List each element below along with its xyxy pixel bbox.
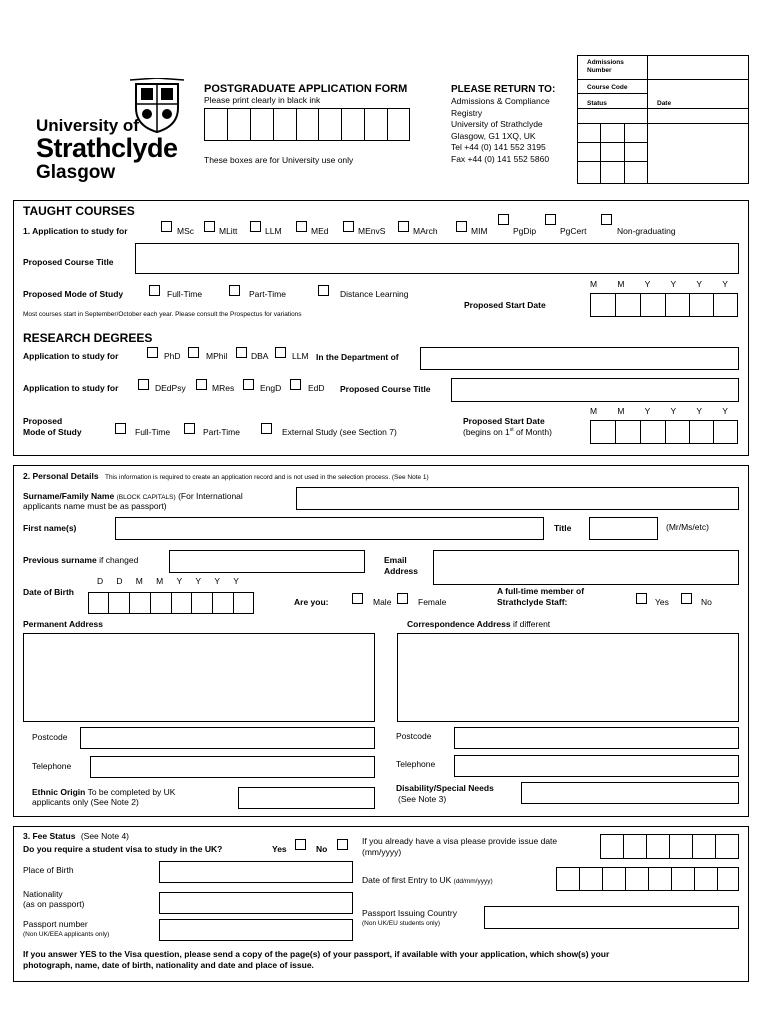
perm-postcode-label: Postcode (32, 732, 68, 742)
staff-label-1: A full-time member of (497, 586, 585, 596)
previous-surname-input[interactable] (169, 550, 365, 573)
disability-label: Disability/Special Needs (396, 783, 494, 793)
dob-label: Date of Birth (23, 587, 74, 597)
corr-telephone-input[interactable] (454, 755, 739, 777)
label-visa-yes: Yes (272, 844, 287, 854)
label-male: Male (373, 597, 392, 607)
checkbox-taught-distance[interactable] (318, 285, 329, 296)
label-mphil: MPhil (206, 351, 228, 361)
label-msc: MSc (177, 226, 194, 236)
label-external-study: External Study (see Section 7) (282, 427, 397, 437)
ethnic-hint-2: applicants only (See Note 2) (32, 797, 139, 807)
research-apply-label-1: Application to study for (23, 351, 119, 361)
correspondence-address-label: Correspondence Address if different (407, 619, 551, 629)
university-use-grid (204, 108, 410, 141)
checkbox-male[interactable] (352, 593, 363, 604)
checkbox-mres[interactable] (196, 379, 207, 390)
label-menvs: MEnvS (358, 226, 386, 236)
taught-course-title-input[interactable] (135, 243, 739, 274)
permanent-address-label: Permanent Address (23, 619, 103, 629)
passport-number-input[interactable] (159, 919, 353, 941)
checkbox-taught-part-time[interactable] (229, 285, 240, 296)
department-input[interactable] (420, 347, 739, 370)
label-staff-no: No (701, 597, 712, 607)
label-taught-full-time: Full-Time (167, 289, 203, 299)
return-title: PLEASE RETURN TO: (451, 84, 556, 95)
checkbox-mlitt[interactable] (204, 221, 215, 232)
research-course-title-label: Proposed Course Title (340, 384, 431, 394)
status-label: Status (587, 100, 607, 107)
visa-footer-note-2: photograph, name, date of birth, nationality and date and place of issue. (23, 960, 314, 970)
checkbox-dba[interactable] (236, 347, 247, 358)
checkbox-pgdip[interactable] (498, 214, 509, 225)
email-input[interactable] (433, 550, 739, 585)
checkbox-phd[interactable] (147, 347, 158, 358)
checkbox-research-full-time[interactable] (115, 423, 126, 434)
checkbox-external-study[interactable] (261, 423, 272, 434)
label-mim: MIM (471, 226, 488, 236)
taught-start-date-label: Proposed Start Date (464, 300, 546, 310)
visa-date-grid[interactable] (600, 834, 739, 859)
label-dba: DBA (251, 351, 269, 361)
label-pgcert: PgCert (560, 226, 587, 236)
checkbox-mphil[interactable] (188, 347, 199, 358)
university-use-note: These boxes are for University use only (204, 155, 354, 165)
checkbox-visa-yes[interactable] (295, 839, 306, 850)
research-date-format: M M Y Y Y Y (590, 406, 728, 416)
research-mode-label-1: Proposed (23, 416, 63, 426)
disability-input[interactable] (521, 782, 739, 804)
checkbox-female[interactable] (397, 593, 408, 604)
checkbox-taught-full-time[interactable] (149, 285, 160, 296)
label-staff-yes: Yes (655, 597, 669, 607)
section-taught-research (13, 200, 749, 456)
visa-date-label-1: If you already have a visa please provide issue date (362, 836, 558, 846)
logo-line-1: University of (36, 116, 139, 135)
label-research-llm: LLM (292, 351, 309, 361)
research-course-title-input[interactable] (451, 378, 739, 402)
first-name-label: First name(s) (23, 523, 77, 533)
research-apply-label-2: Application to study for (23, 383, 119, 393)
checkbox-non-graduating[interactable] (601, 214, 612, 225)
ethnic-label: Ethnic Origin To be completed by UK (32, 787, 176, 797)
personal-heading: 2. Personal Details This information is required to create an application record and is not used in the selection process. (See Note 1) (23, 471, 429, 481)
label-mlitt: MLitt (219, 226, 238, 236)
nationality-label-2: (as on passport) (23, 899, 85, 909)
logo-line-2: Strathclyde (36, 133, 178, 163)
first-name-input[interactable] (115, 517, 544, 540)
research-mode-label-2: Mode of Study (23, 427, 82, 437)
label-march: MArch (413, 226, 438, 236)
checkbox-menvs[interactable] (343, 221, 354, 232)
label-taught-part-time: Part-Time (249, 289, 286, 299)
form-title: POSTGRADUATE APPLICATION FORM (204, 83, 408, 95)
passport-number-label: Passport number (23, 919, 88, 929)
label-taught-distance: Distance Learning (340, 289, 409, 299)
corr-telephone-label: Telephone (396, 759, 436, 769)
taught-start-date-grid[interactable] (590, 293, 738, 317)
checkbox-llm[interactable] (250, 221, 261, 232)
logo-line-3: Glasgow (36, 162, 116, 183)
label-phd: PhD (164, 351, 181, 361)
label-non-graduating: Non-graduating (617, 226, 676, 236)
label-pgdip: PgDip (513, 226, 537, 236)
surname-input[interactable] (296, 487, 739, 510)
place-of-birth-label: Place of Birth (23, 865, 74, 875)
checkbox-staff-yes[interactable] (636, 593, 647, 604)
passport-country-hint: (Non UK/EU students only) (362, 920, 441, 927)
return-address: Admissions & Compliance Registry University of Strathclyde Glasgow, G1 1XQ, UK Tel +44 (0) 141 552 3195 Fax +44 (0) 141 552 5860 (451, 96, 550, 164)
admin-box (577, 55, 749, 184)
label-female: Female (418, 597, 447, 607)
date-label: Date (657, 100, 672, 107)
dob-format: D D M M Y Y Y Y (97, 576, 239, 586)
label-engd: EngD (260, 383, 282, 393)
visa-date-label-2: (mm/yyyy) (362, 847, 402, 857)
checkbox-staff-no[interactable] (681, 593, 692, 604)
taught-heading: TAUGHT COURSES (23, 204, 135, 218)
checkbox-pgcert[interactable] (545, 214, 556, 225)
label-research-full-time: Full-Time (135, 427, 171, 437)
perm-telephone-label: Telephone (32, 761, 72, 771)
label-med: MEd (311, 226, 329, 236)
disability-hint: (See Note 3) (398, 794, 447, 804)
label-edd: EdD (308, 383, 325, 393)
corr-postcode-label: Postcode (396, 731, 432, 741)
department-label: In the Department of (316, 352, 399, 362)
research-start-date-sub: (begins on 1st of Month) (463, 427, 552, 437)
label-research-part-time: Part-Time (203, 427, 240, 437)
checkbox-march[interactable] (398, 221, 409, 232)
checkbox-dedpsy[interactable] (138, 379, 149, 390)
fee-heading: 3. Fee Status (See Note 4) (23, 831, 130, 841)
corr-postcode-input[interactable] (454, 727, 739, 749)
visa-question: Do you require a student visa to study in the UK? (23, 844, 223, 854)
research-start-date-grid[interactable] (590, 420, 738, 444)
passport-country-label: Passport Issuing Country (362, 908, 457, 918)
label-visa-no: No (316, 844, 328, 854)
nationality-label-1: Nationality (23, 889, 63, 899)
passport-number-hint: (Non UK/EEA applicants only) (23, 931, 110, 938)
taught-course-title-label: Proposed Course Title (23, 257, 114, 267)
perm-postcode-input[interactable] (80, 727, 375, 749)
are-you-label: Are you: (294, 597, 329, 607)
dob-grid[interactable] (88, 592, 254, 614)
course-code-label: Course Code (587, 84, 628, 91)
research-start-date-label: Proposed Start Date (463, 416, 545, 426)
checkbox-research-llm[interactable] (275, 347, 286, 358)
perm-telephone-input[interactable] (90, 756, 375, 778)
label-llm: LLM (265, 226, 282, 236)
form-subtitle: Please print clearly in black ink (204, 95, 321, 105)
title-label: Title (554, 523, 572, 533)
checkbox-visa-no[interactable] (337, 839, 348, 850)
checkbox-med[interactable] (296, 221, 307, 232)
taught-date-format: M M Y Y Y Y (590, 279, 728, 289)
label-mres: MRes (212, 383, 235, 393)
staff-label-2: Strathclyde Staff: (497, 597, 568, 607)
surname-label: Surname/Family Name (BLOCK CAPITALS) (For International (23, 491, 243, 501)
checkbox-research-part-time[interactable] (184, 423, 195, 434)
previous-surname-label: Previous surname if changed (23, 555, 139, 565)
permanent-address-input[interactable] (23, 633, 375, 722)
university-logo (36, 78, 196, 188)
title-input[interactable] (589, 517, 658, 540)
label-dedpsy: DEdPsy (155, 383, 186, 393)
taught-note: Most courses start in September/October each year. Please consult the Prospectus for variations (23, 311, 302, 318)
title-hint: (Mr/Ms/etc) (666, 522, 709, 532)
email-label-2: Address (384, 566, 419, 576)
ethnic-input[interactable] (238, 787, 375, 809)
taught-mode-label: Proposed Mode of Study (23, 289, 124, 299)
email-label-1: Email (384, 555, 407, 565)
checkbox-engd[interactable] (243, 379, 254, 390)
surname-note-2: applicants name must be as passport) (23, 501, 167, 511)
checkbox-mim[interactable] (456, 221, 467, 232)
passport-country-input[interactable] (484, 906, 739, 929)
checkbox-edd[interactable] (290, 379, 301, 390)
admissions-number-label: Admissions Number (587, 59, 624, 74)
research-heading: RESEARCH DEGREES (23, 331, 153, 345)
nationality-input[interactable] (159, 892, 353, 914)
place-of-birth-input[interactable] (159, 861, 353, 883)
first-entry-grid[interactable] (556, 867, 739, 891)
checkbox-msc[interactable] (161, 221, 172, 232)
first-entry-label: Date of first Entry to UK (dd/mm/yyyy) (362, 875, 493, 885)
visa-footer-note-1: If you answer YES to the Visa question, please send a copy of the page(s) of your passport, if available with your application, which show(s) your (23, 949, 610, 959)
correspondence-address-input[interactable] (397, 633, 739, 722)
taught-apply-label: 1. Application to study for (23, 226, 128, 236)
